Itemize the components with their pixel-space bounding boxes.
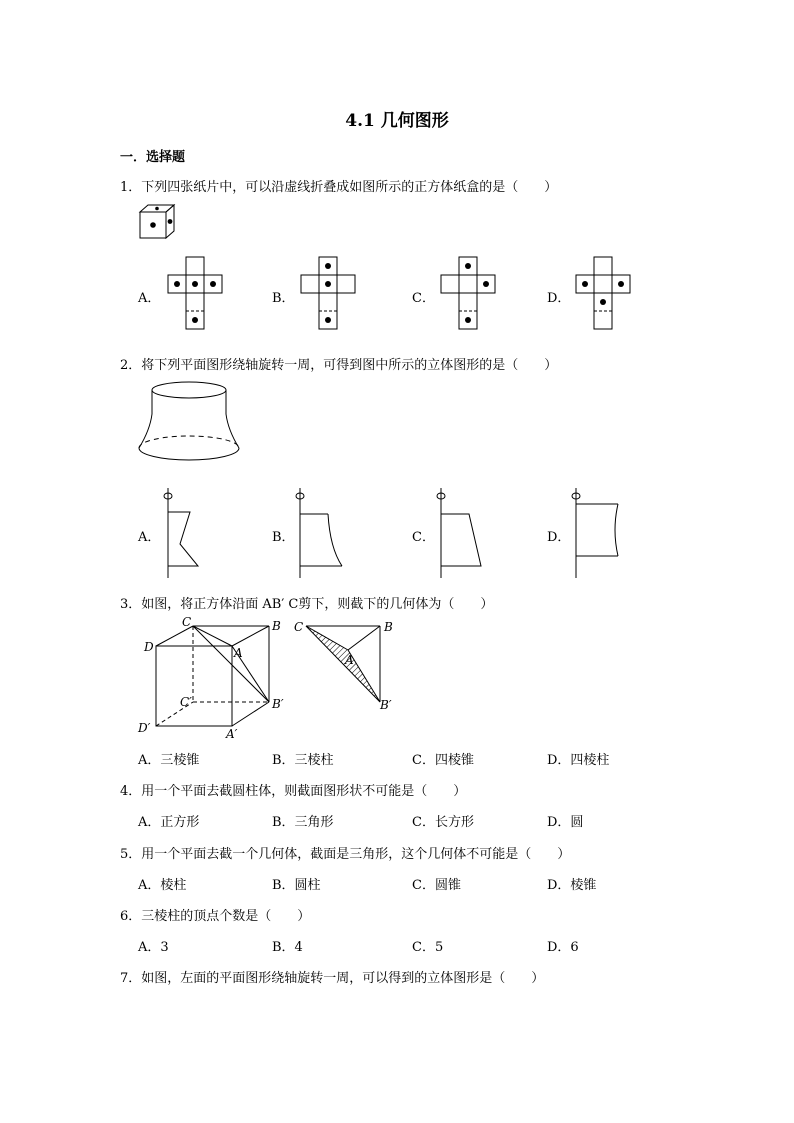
q2-option-c-label: C． (412, 530, 435, 545)
question-4-text: 4．用一个平面去截圆柱体，则截面图形状不可能是（ ） (120, 784, 467, 799)
q2-option-d-shape (568, 486, 628, 580)
cut-label-c: C (294, 620, 304, 634)
q2-option-d-label: D． (547, 530, 571, 545)
question-5-text: 5．用一个平面去截一个几何体，截面是三角形，这个几何体不可能是（ ） (120, 847, 571, 862)
q4-option-d: D．圆 (547, 815, 584, 830)
q2-option-b-shape (292, 486, 352, 580)
q5-option-c: C．圆锥 (412, 878, 461, 893)
cut-label-b: B (384, 620, 393, 634)
q6-option-d: D．6 (547, 940, 579, 955)
q1-option-b-label: B． (272, 291, 295, 306)
q5-option-d: D．棱锥 (547, 878, 597, 893)
cut-label-a: A (345, 653, 354, 667)
q1-cube-figure (138, 202, 182, 240)
q3-option-a: A．三棱锥 (138, 753, 200, 768)
q2-option-c-shape (433, 486, 488, 580)
cut-label-b-prime: B′ (380, 698, 392, 712)
q2-option-a-shape (160, 486, 205, 580)
question-2-text: 2．将下列平面图形绕轴旋转一周，可得到图中所示的立体图形的是（ ） (120, 358, 558, 373)
q2-option-a-label: A． (138, 530, 161, 545)
question-3-text: 3．如图，将正方体沿面 AB′ C剪下，则截下的几何体为（ ） (120, 597, 494, 612)
q1-option-d-label: D． (547, 291, 571, 306)
q5-option-a: A．棱柱 (138, 878, 187, 893)
question-7-text: 7．如图，左面的平面图形绕轴旋转一周，可以得到的立体图形是（ ） (120, 971, 545, 986)
q1-option-a-label: A． (138, 291, 161, 306)
section-heading: 一．选择题 (120, 150, 186, 165)
question-1-text: 1．下列四张纸片中，可以沿虚线折叠成如图所示的正方体纸盒的是（ ） (120, 180, 558, 195)
q6-option-b: B．4 (272, 940, 303, 955)
q4-option-a: A．正方形 (138, 815, 200, 830)
cube-label-d-prime: D′ (138, 721, 151, 735)
cube-label-a-prime: A′ (226, 727, 238, 741)
q6-option-c: C．5 (412, 940, 444, 955)
q1-option-c-net (441, 257, 495, 332)
q6-option-a: A．3 (138, 940, 169, 955)
q2-option-b-label: B． (272, 530, 295, 545)
q1-option-d-net (576, 257, 630, 332)
q3-cut-figure (292, 614, 402, 719)
q3-option-c: C．四棱锥 (412, 753, 474, 768)
q3-option-b: B．三棱柱 (272, 753, 334, 768)
q3-cube-figure (136, 614, 296, 744)
cube-label-d: D (144, 640, 154, 654)
q5-option-b: B．圆柱 (272, 878, 321, 893)
q1-option-b-net (301, 257, 355, 332)
cube-label-c: C (182, 615, 192, 629)
cube-label-a: A (234, 646, 243, 660)
q1-option-c-label: C． (412, 291, 435, 306)
q4-option-b: B．三角形 (272, 815, 334, 830)
cube-label-b-prime: B′ (272, 697, 284, 711)
q3-option-d: D．四棱柱 (547, 753, 610, 768)
page-title: 4.1 几何图形 (345, 111, 449, 131)
q4-option-c: C．长方形 (412, 815, 474, 830)
cube-label-c-prime: C′ (180, 695, 192, 709)
q1-option-a-net (168, 257, 222, 332)
q2-solid-figure (136, 380, 242, 472)
question-6-text: 6．三棱柱的顶点个数是（ ） (120, 909, 311, 924)
cube-label-b: B (272, 619, 281, 633)
